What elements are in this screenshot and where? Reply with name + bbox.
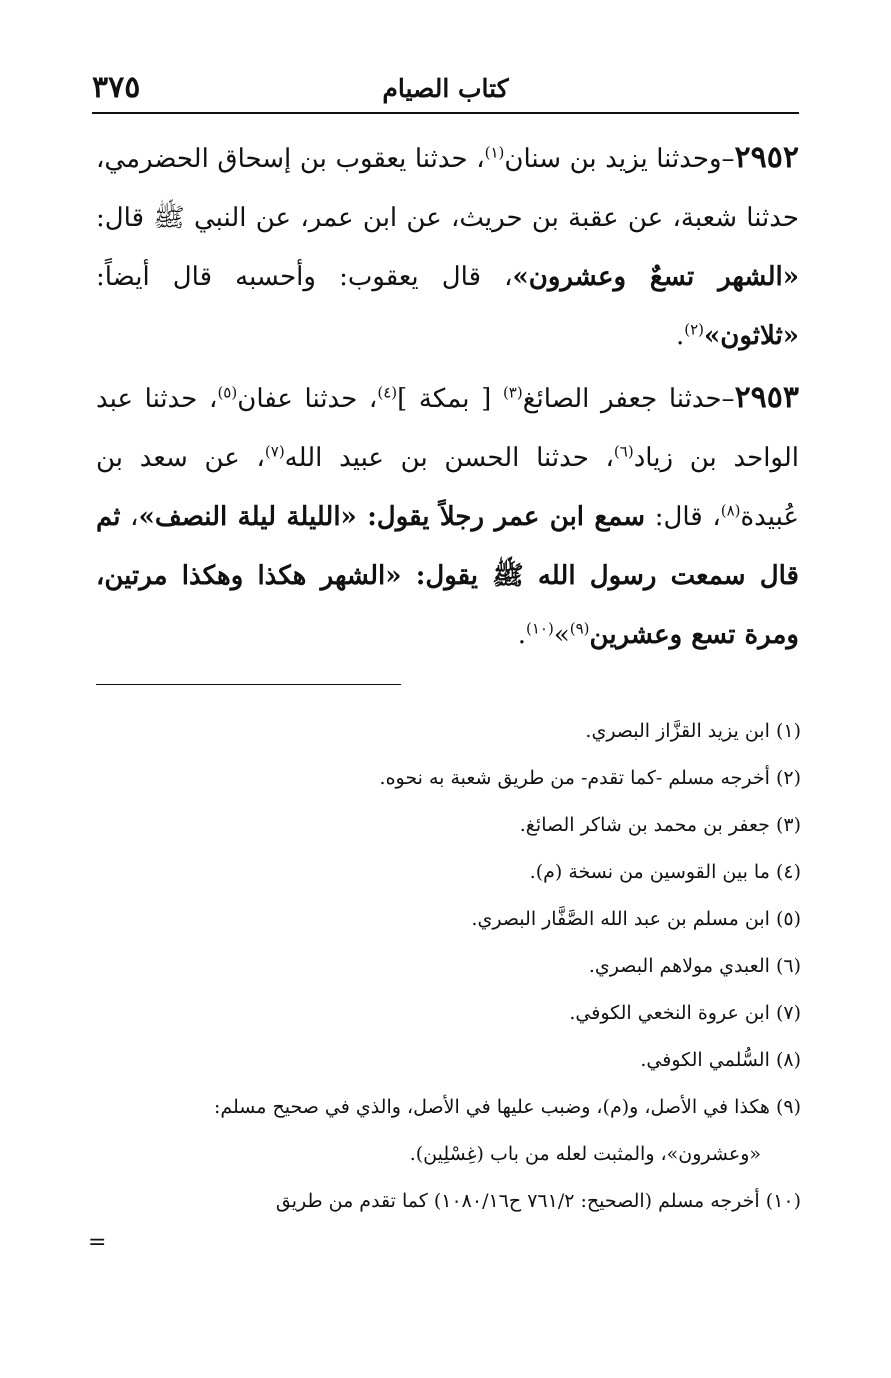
footnote-text: أخرجه مسلم (الصحيح: ٧٦١/٢ ح١٠٨٠/١٦) كما تقدم من طريق [275,1190,760,1212]
hadith-text: [ بمكة ] [397,384,503,414]
footnote-number: (٤) [775,861,801,883]
footnote-text: هكذا في الأصل، و(م)، وضبب عليها في الأصل، والذي في صحيح مسلم: [213,1096,770,1118]
hadith-text: «ثلاثون» [703,321,799,351]
hadith-text: . [517,620,526,650]
main-text [96,128,799,665]
footnote-text: العبدي مولاهم البصري. [588,955,770,977]
footnote-text: ابن يزيد القزَّاز البصري. [585,720,770,742]
hadith-text: ، حدثنا يعقوب بن إسحاق الحضرمي، حدثنا شعبة، عن عقبة بن حريث، عن ابن عمر، عن النبي ﷺ قال: [96,144,799,233]
footnote-number: (٦) [775,955,801,977]
hadith-paragraph [96,128,799,366]
footnote-number: (٨) [775,1049,801,1071]
footnote-number: (١) [775,720,801,742]
hadith-text: –حدثنا جعفر الصائغ [522,384,735,414]
footnote [92,802,801,849]
footnote [92,1084,801,1178]
footnote-number: (٥) [775,908,801,930]
footnote-text: أخرجه مسلم -كما تقدم- من طريق شعبة به نحوه. [379,767,770,789]
hadith-text: » [553,620,570,650]
footnote-continuation: «وعشرون»، والمثبت لعله من باب (غِسْلِين). [409,1143,761,1165]
footnote-ref[interactable]: (٨) [720,501,741,520]
footnote-number: (٣) [775,814,801,836]
footnote-text: ابن عروة النخعي الكوفي. [569,1002,770,1024]
footnote-ref[interactable]: (٩) [569,619,590,638]
hadith-text: «الشهر تسعٌ وعشرون» [512,262,799,292]
hadith-text: ، قال: [645,502,721,532]
footnote-ref[interactable]: (٥) [217,383,238,402]
footnotes [92,708,801,1225]
footnote [92,1178,801,1225]
footnote-number: (٢) [775,767,801,789]
hadith-text: سمع ابن عمر رجلاً يقول: «الليلة ليلة النصف» [138,502,646,532]
hadith-text: . [675,321,685,351]
footnote-ref[interactable]: (٦) [613,442,634,461]
hadith-number: ٢٩٥٣ [734,380,800,415]
footnote-ref[interactable]: (١٠) [525,619,554,638]
hadith-paragraph [96,368,799,665]
hadith-text: –وحدثنا يزيد بن سنان [504,144,735,174]
hadith-text: ، قال يعقوب: وأحسبه قال أيضاً: [96,262,513,292]
footnote-text: ابن مسلم بن عبد الله الصَّفَّار البصري. [471,908,770,930]
footnote [92,708,801,755]
footnote-ref[interactable]: (٧) [264,442,285,461]
footnote-separator [96,684,401,685]
footnote-ref[interactable]: (٢) [684,320,704,339]
hadith-text: ، [120,502,139,532]
footnote-number: (٧) [775,1002,801,1024]
chapter-title: كتاب الصيام [382,74,509,103]
hadith-text: ، حدثنا عفان [237,384,378,414]
page-number: ٣٧٥ [92,70,141,105]
footnote-ref[interactable]: (٤) [377,383,398,402]
footnote [92,849,801,896]
footnote-number: (٩) [775,1096,801,1118]
footnote [92,896,801,943]
hadith-text: ، عن سعد بن عُبيدة [96,443,799,532]
hadith-text: ثم قال سمعت رسول الله ﷺ يقول: «الشهر هكذا وهكذا مرتين، ومرة تسع وعشرين [96,502,799,650]
page-header [92,66,799,114]
footnote-number: (١٠) [765,1190,801,1212]
hadith-text: ، حدثنا عبد الواحد بن زياد [96,384,799,473]
footnote-text: جعفر بن محمد بن شاكر الصائغ. [519,814,770,836]
footnote-ref[interactable]: (٣) [502,383,523,402]
continuation-mark: = [88,1230,107,1255]
hadith-text: ، حدثنا الحسن بن عبيد الله [284,443,614,473]
footnote [92,943,801,990]
footnote-text: السُّلمي الكوفي. [640,1049,770,1071]
footnote [92,1037,801,1084]
footnote [92,990,801,1037]
footnote-text: ما بين القوسين من نسخة (م). [529,861,770,883]
footnote-ref[interactable]: (١) [484,143,505,162]
hadith-number: ٢٩٥٢ [734,140,799,175]
footnote [92,755,801,802]
